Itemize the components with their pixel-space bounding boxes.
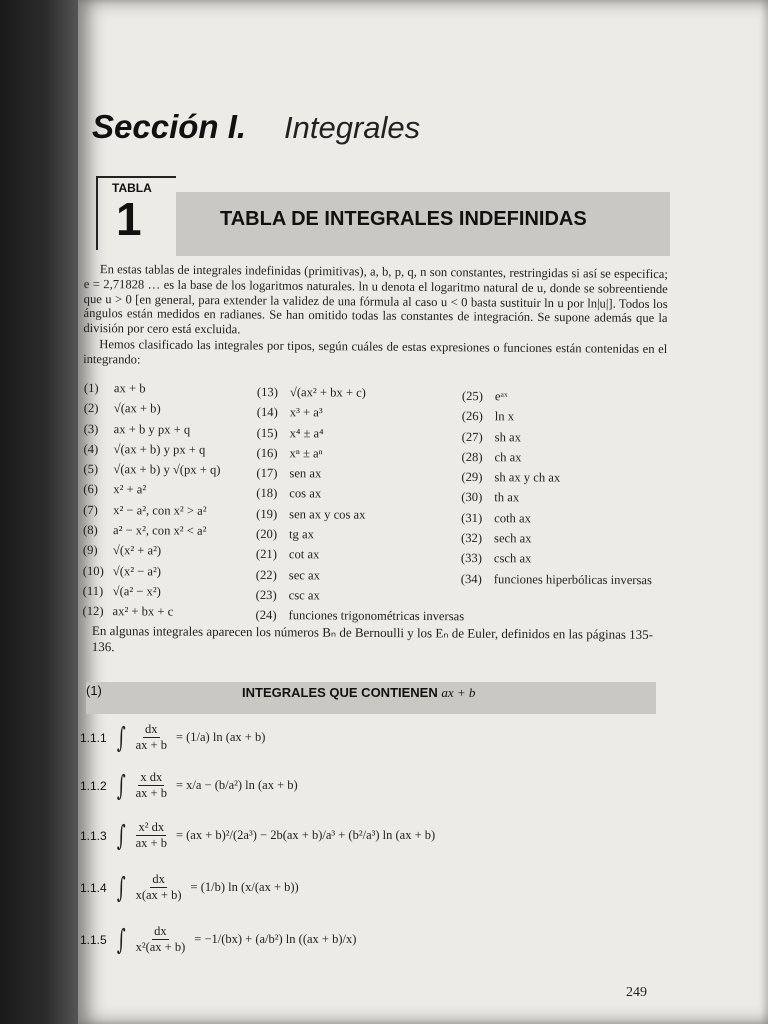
integral-sign-icon: ∫ bbox=[116, 720, 126, 754]
integrand-fraction bbox=[134, 722, 169, 753]
integrand-type-expression: cot ax bbox=[288, 547, 320, 562]
integrand-type-item bbox=[256, 544, 465, 566]
integrand-denominator: x²(ax + b) bbox=[135, 940, 186, 954]
integrand-type-item bbox=[256, 524, 465, 546]
integrand-type-number: (14) bbox=[256, 405, 278, 420]
integrand-type-number: (15) bbox=[256, 425, 278, 440]
integrand-type-expression: xⁿ ± aⁿ bbox=[289, 446, 323, 461]
integrand-type-expression: sech ax bbox=[494, 531, 532, 546]
integrand-type-expression: sec ax bbox=[288, 567, 320, 583]
integrand-type-item bbox=[462, 427, 653, 448]
integrand-type-expression: x⁴ ± a⁴ bbox=[289, 425, 324, 441]
integrand-type-expression: √(ax + b) y √(px + q) bbox=[113, 462, 221, 478]
integrand-type-expression: √(ax + b) y px + q bbox=[113, 442, 206, 457]
integrand-denominator: ax + b bbox=[135, 786, 167, 800]
subsection-title-expr: ax + b bbox=[441, 685, 476, 700]
integrand-type-expression: √(x² − a²) bbox=[112, 563, 162, 579]
tabla-number: 1 bbox=[116, 193, 142, 245]
integrand-type-item bbox=[84, 398, 221, 419]
formula-result: = −1/(bx) + (a/b²) ln ((ax + b)/x) bbox=[194, 932, 357, 946]
integrand-type-expression: √(ax + b) bbox=[113, 401, 161, 416]
integrand-numerator: dx bbox=[154, 924, 167, 938]
intro-text bbox=[83, 262, 668, 372]
integrand-type-number: (2) bbox=[83, 401, 99, 416]
integrand-types-column-1 bbox=[83, 378, 222, 622]
integrand-type-item bbox=[84, 439, 221, 460]
integrand-type-number: (7) bbox=[83, 502, 98, 517]
integrand-type-item bbox=[83, 500, 220, 521]
integrand-type-item bbox=[83, 601, 220, 622]
formula-result: = (ax + b)²/(2a³) − 2b(ax + b)/a³ + (b²/a³) ln (ax + b) bbox=[175, 828, 436, 842]
section-subheading: Integrales bbox=[284, 110, 421, 145]
integrand-type-item bbox=[83, 520, 220, 541]
integral-formula bbox=[80, 722, 265, 753]
integrand-type-number: (31) bbox=[461, 510, 483, 525]
integrand-type-item bbox=[256, 565, 465, 587]
integrand-type-expression: x² − a², con x² > a² bbox=[113, 502, 207, 518]
integrand-fraction bbox=[134, 820, 169, 851]
integrand-type-expression: sen ax y cos ax bbox=[289, 506, 366, 522]
formula-result: = (1/b) ln (x/(ax + b)) bbox=[190, 880, 299, 894]
integrand-type-expression: eᵃˣ bbox=[494, 389, 508, 404]
integrand-type-expression: sh ax bbox=[494, 429, 521, 444]
formula-number: 1.1.4 bbox=[80, 880, 107, 895]
integrand-type-expression: sen ax bbox=[289, 466, 322, 481]
integrand-numerator: x dx bbox=[140, 770, 163, 784]
integral-sign-icon: ∫ bbox=[116, 818, 126, 852]
integrand-type-number: (23) bbox=[255, 587, 277, 603]
integrand-type-number: (5) bbox=[83, 462, 99, 477]
integrand-type-expression: csch ax bbox=[493, 551, 532, 566]
integrand-type-number: (19) bbox=[256, 506, 278, 521]
integrand-type-number: (30) bbox=[461, 490, 483, 505]
integrand-type-item bbox=[462, 406, 653, 427]
integrand-types-column-3 bbox=[461, 386, 653, 590]
subsection-title-text: INTEGRALES QUE CONTIENEN bbox=[242, 685, 438, 700]
integrand-type-item bbox=[257, 443, 466, 465]
integrand-type-item bbox=[83, 540, 220, 561]
integrand-type-number: (13) bbox=[256, 384, 278, 400]
integrand-type-item bbox=[257, 402, 466, 424]
integrand-type-item bbox=[256, 504, 465, 526]
integrand-type-expression: coth ax bbox=[494, 510, 531, 526]
integrand-type-expression: funciones trigonométricas inversas bbox=[288, 608, 465, 624]
integrand-denominator: ax + b bbox=[135, 738, 167, 752]
integrand-type-item bbox=[83, 561, 220, 582]
integrand-type-expression: √(ax² + bx + c) bbox=[289, 385, 366, 400]
integrand-type-number: (24) bbox=[255, 608, 277, 623]
integrand-type-number: (3) bbox=[83, 421, 99, 436]
integrand-numerator: dx bbox=[145, 722, 158, 736]
subsection-number: (1) bbox=[86, 683, 102, 698]
integrand-type-item bbox=[462, 386, 653, 407]
integral-formula bbox=[80, 770, 298, 801]
integrand-type-expression: funciones hiperbólicas inversas bbox=[493, 571, 652, 587]
tabla-label: TABLA bbox=[112, 181, 152, 195]
integrand-type-number: (4) bbox=[83, 441, 99, 456]
integrand-type-item bbox=[462, 447, 653, 468]
integrand-type-item bbox=[257, 382, 466, 404]
integrand-fraction bbox=[134, 872, 184, 903]
integrand-denominator: ax + b bbox=[135, 836, 167, 850]
integrand-type-number: (32) bbox=[461, 531, 483, 546]
integrand-type-item bbox=[461, 467, 652, 488]
integrand-fraction bbox=[134, 924, 188, 955]
integral-sign-icon: ∫ bbox=[116, 922, 126, 956]
integrand-type-item bbox=[84, 419, 221, 440]
integrand-type-number: (27) bbox=[461, 429, 483, 444]
integrand-type-item bbox=[83, 581, 220, 602]
integrand-type-number: (11) bbox=[82, 583, 104, 599]
integrand-type-expression: ax + b y px + q bbox=[113, 421, 191, 437]
integrand-type-expression: cos ax bbox=[289, 486, 322, 501]
integral-sign-icon: ∫ bbox=[116, 870, 126, 904]
integrand-type-expression: ch ax bbox=[494, 450, 522, 465]
integrand-type-number: (29) bbox=[461, 470, 483, 485]
integrand-type-item bbox=[461, 528, 652, 549]
integrand-type-item bbox=[461, 548, 652, 569]
integrand-type-number: (6) bbox=[83, 482, 99, 497]
integrand-type-item bbox=[257, 423, 466, 445]
integrand-type-item bbox=[83, 459, 220, 480]
integrand-type-expression: th ax bbox=[494, 490, 520, 505]
intro-paragraph-1: En estas tablas de integrales indefinidas (primitivas), a, b, p, q, n son constantes, restringidas si así se especifica; e = 2,71828 … es la base de los logaritmos naturales. ln u denota el logaritmo natural de u, donde se sobreentiende que u > 0 [en general, para extender la validez de una fórmula al caso u < 0 basta sustituir ln u por ln|u|]. Todos los ángulos están medidos en radianes. Se han omitido todas las constantes de integración. Se supone además que la división por cero está excluida. bbox=[83, 262, 668, 337]
integrand-type-item bbox=[83, 479, 220, 500]
integrand-type-item bbox=[256, 483, 465, 505]
integral-formula bbox=[80, 872, 299, 903]
integrand-types-column-2 bbox=[256, 382, 466, 627]
integrand-type-number: (8) bbox=[83, 523, 98, 538]
integrand-numerator: dx bbox=[152, 872, 165, 886]
integrand-type-number: (1) bbox=[83, 380, 99, 396]
bernoulli-euler-note: En algunas integrales aparecen los números Bₙ de Bernoulli y los Eₙ de Euler, definidos en las páginas 135-136. bbox=[91, 623, 654, 655]
integrand-type-number: (20) bbox=[256, 527, 278, 542]
integrand-type-expression: a² − x², con x² < a² bbox=[113, 523, 207, 538]
subsection-title bbox=[242, 685, 475, 701]
section-heading: Sección I. bbox=[92, 108, 247, 145]
integrand-type-number: (18) bbox=[256, 486, 278, 501]
integrand-type-number: (21) bbox=[255, 547, 277, 562]
integrand-type-item bbox=[461, 487, 652, 508]
integrand-type-expression: sh ax y ch ax bbox=[494, 470, 561, 485]
integrand-numerator: x² dx bbox=[138, 820, 165, 834]
integrand-type-number: (17) bbox=[256, 466, 278, 481]
integrand-type-expression: tg ax bbox=[289, 527, 314, 542]
integrand-type-item bbox=[256, 463, 465, 485]
integral-formula bbox=[80, 924, 356, 955]
integral-sign-icon: ∫ bbox=[116, 768, 126, 802]
integrand-type-expression: ax² + bx + c bbox=[112, 604, 174, 619]
integrand-type-number: (26) bbox=[461, 409, 483, 424]
integrand-type-expression: ax + b bbox=[113, 381, 146, 396]
integrand-type-number: (16) bbox=[256, 445, 278, 461]
integrand-type-item bbox=[461, 569, 652, 590]
integrand-type-number: (28) bbox=[461, 449, 483, 465]
integrand-type-number: (33) bbox=[460, 551, 482, 566]
integrand-type-number: (10) bbox=[82, 563, 104, 578]
formula-number: 1.1.1 bbox=[80, 730, 107, 745]
integral-formula bbox=[80, 820, 435, 851]
tabla-title: TABLA DE INTEGRALES INDEFINIDAS bbox=[220, 208, 587, 230]
integrand-type-number: (22) bbox=[255, 567, 277, 582]
formula-result: = (1/a) ln (ax + b) bbox=[175, 730, 266, 744]
integrand-type-expression: csc ax bbox=[288, 588, 320, 603]
formula-number: 1.1.2 bbox=[80, 778, 107, 793]
integrand-type-expression: x³ + a³ bbox=[289, 405, 323, 420]
integrand-type-number: (9) bbox=[82, 543, 98, 558]
integrand-type-item bbox=[84, 378, 221, 399]
integrand-fraction bbox=[134, 770, 169, 801]
integrand-type-item bbox=[256, 585, 465, 607]
integrand-type-number: (25) bbox=[461, 388, 483, 404]
formula-number: 1.1.5 bbox=[80, 932, 107, 947]
intro-paragraph-2: Hemos clasificado las integrales por tipos, según cuáles de estas expresiones o funciones están contenidas en el integrando: bbox=[83, 337, 668, 367]
integrand-type-item bbox=[461, 508, 652, 529]
book-spine-shadow bbox=[0, 0, 78, 1024]
page-number: 249 bbox=[626, 985, 647, 1000]
integrand-type-number: (34) bbox=[460, 571, 482, 586]
formula-result: = x/a − (b/a²) ln (ax + b) bbox=[175, 778, 298, 792]
integrand-type-expression: x² + a² bbox=[113, 482, 147, 497]
formula-number: 1.1.3 bbox=[80, 828, 107, 843]
integrand-type-expression: √(a² − x²) bbox=[112, 584, 161, 599]
integrand-denominator: x(ax + b) bbox=[135, 888, 182, 902]
integrand-type-expression: ln x bbox=[494, 409, 515, 424]
integrand-type-expression: √(x² + a²) bbox=[112, 543, 162, 558]
integrand-type-number: (12) bbox=[82, 604, 104, 619]
